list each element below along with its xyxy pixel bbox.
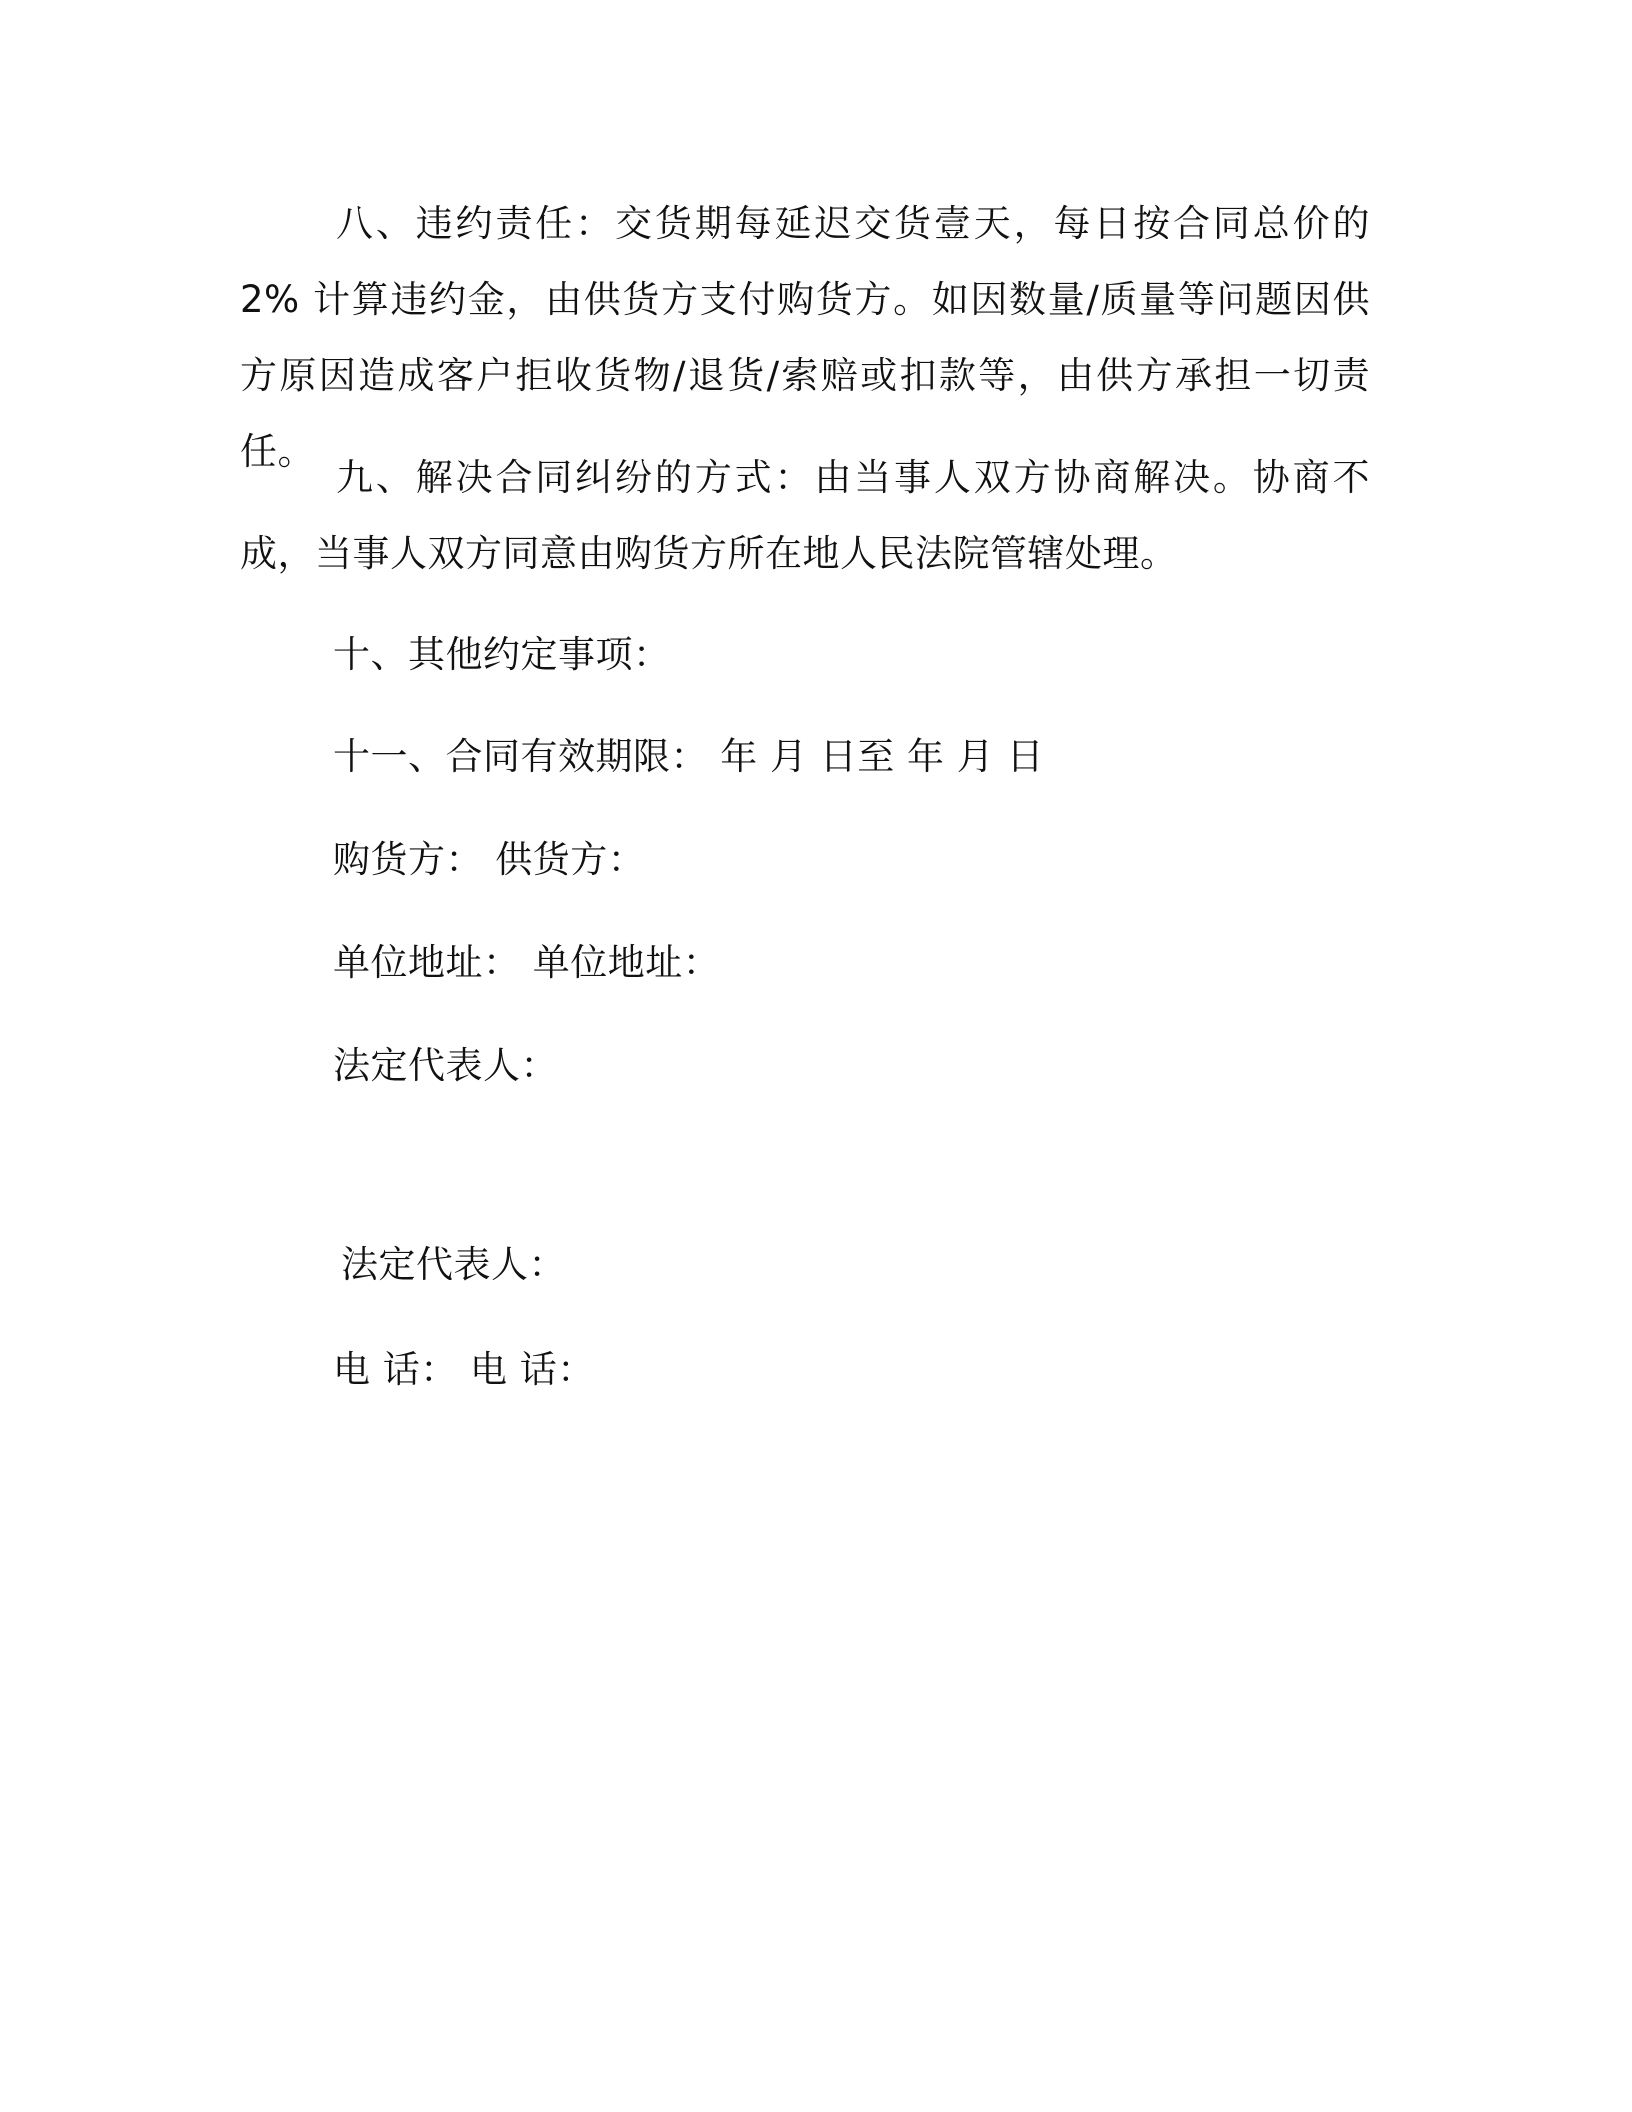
legal-representative-label-second: 法定代表人： (341, 1243, 566, 1286)
buyer-supplier-label: 购货方： 供货方： (333, 838, 646, 881)
legal-representative-label: 法定代表人： (333, 1044, 558, 1087)
clause-11-validity-period: 十一、合同有效期限： 年 月 日至 年 月 日 (333, 735, 1045, 778)
clause-10-other-matters: 十、其他约定事项： (333, 633, 671, 676)
clause-9-dispute-resolution: 九、解决合同纠纷的方式：由当事人双方协商解决。协商不成，当事人双方同意由购货方所在地人民法院管辖处理。 (240, 456, 1370, 575)
phone-label: 电 话： 电 话： (333, 1348, 595, 1391)
clause-8-breach-liability: 八、违约责任：交货期每延迟交货壹天，每日按合同总价的 2% 计算违约金，由供货方支付购货方。如因数量/质量等问题因供方原因造成客户拒收货物/退货/索赔或扣款等，由供方承担一切责任。 (240, 202, 1370, 473)
address-label: 单位地址： 单位地址： (333, 941, 721, 984)
